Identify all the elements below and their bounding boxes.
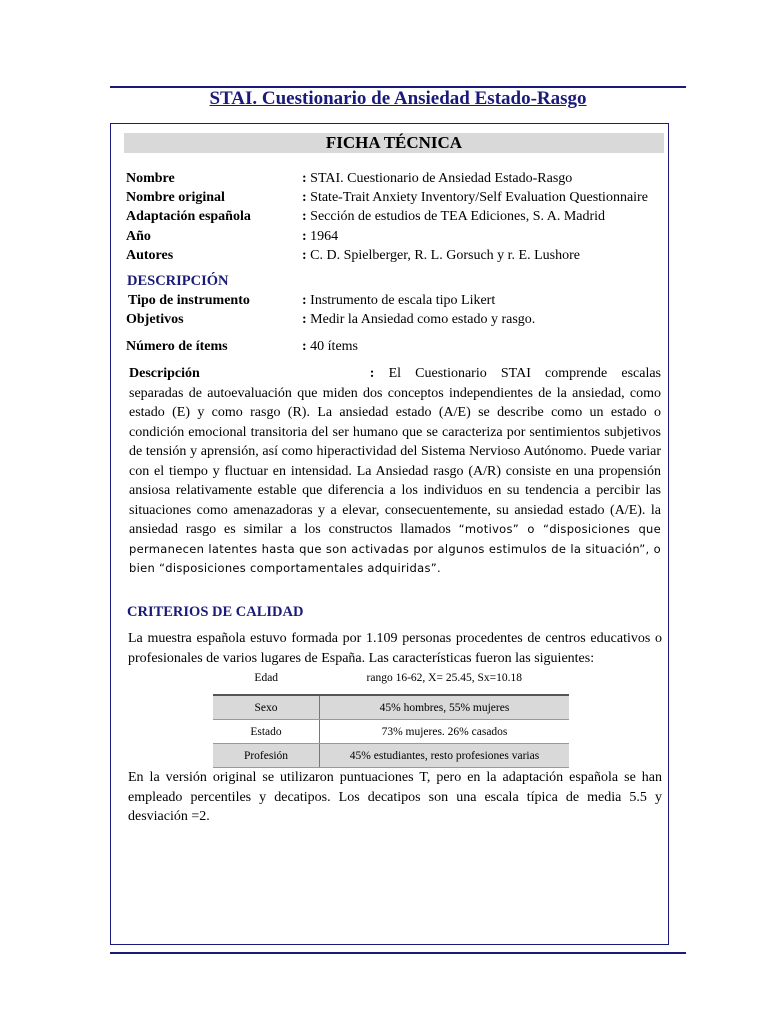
characteristics-table (213, 669, 569, 768)
field-anio: Año : 1964 (126, 229, 339, 244)
table-cell-label: Edad (213, 669, 320, 695)
table-cell-value: 45% estudiantes, resto profesiones varias (320, 744, 570, 768)
table-row (213, 669, 569, 695)
field-label: Año (126, 229, 151, 244)
field-nombre-original: Nombre original : State-Trait Anxiety Inventory/Self Evaluation Questionnaire (126, 190, 648, 205)
closing-paragraph: En la versión original se utilizaron puntuaciones T, pero en la adaptación española se han empleado percentiles y decatipos. Los decatipos son una escala típica de media 5.5 y desviación =2. (128, 770, 662, 824)
table-cell-label: Estado (213, 720, 320, 744)
field-nombre: Nombre : STAI. Cuestionario de Ansiedad Estado-Rasgo (126, 171, 573, 186)
field-autores: Autores : C. D. Spielberger, R. L. Gorsuch y r. E. Lushore (126, 248, 580, 263)
document-title: STAI. Cuestionario de Ansiedad Estado-Rasgo (209, 88, 587, 109)
table-row (213, 695, 569, 720)
table-cell-value: 45% hombres, 55% mujeres (320, 695, 570, 720)
descripcion-text: El Cuestionario STAI comprende escalas separadas de autoevaluación que miden dos conceptos independientes de la ansiedad, como estado (E) y como rasgo (R). La ansiedad estado (A/E) se describe como un estado o condición emocional transitoria del ser humano que se caracteriza por sentimientos subjetivos de tensión y aprensión, así como hiperactividad del Sistema Nervioso Autónomo. Puede variar con el tiempo y fluctuar en intensidad. La Ansiedad rasgo (A/R) consiste en una propensión ansiosa relativamente estable que diferencia a los individuos en su tendencia a percibir las situaciones como amenazadoras y a elevar, consecuentemente, su ansiedad estado (A/E). la ansiedad rasgo es similar a los constructos llamados (129, 366, 662, 537)
descripcion-label: Descripción (129, 366, 200, 381)
field-numero-items: Número de ítems : 40 ítems (126, 339, 359, 354)
descripcion-paragraph: Descripción : El Cuestionario STAI comprende escalas separadas de autoevaluación que miden dos conceptos independientes de la ansiedad, como estado (E) y como rasgo (R). La ansiedad estado (A/E) se describe como un estado o condición emocional transitoria del ser humano que se caracteriza por sentimientos subjetivos de tensión y aprensión, así como hiperactividad del Sistema Nervioso Autónomo. Puede variar con el tiempo y fluctuar en intensidad. La Ansiedad rasgo (A/R) consiste en una propensión ansiosa relativamente estable que diferencia a los individuos en su tendencia a percibir las situaciones como amenazadoras y a elevar, consecuentemente, su ansiedad estado (A/E). la ansiedad rasgo es similar a los constructos llamados “motivos” o “disposiciones que permanecen latentes hasta que son activadas por algunos estimulos de la situación”, o bien “disposiciones comportamentales adquiridas”. (129, 366, 662, 575)
field-value: C. D. Spielberger, R. L. Gorsuch y r. E. Lushore (310, 248, 580, 263)
field-label: Adaptación española (126, 209, 251, 224)
field-adaptacion: Adaptación española : Sección de estudios de TEA Ediciones, S. A. Madrid (126, 209, 606, 224)
field-value: Instrumento de escala tipo Likert (310, 293, 496, 308)
descripcion-heading: DESCRIPCIÓN (127, 273, 229, 289)
field-label: Autores (126, 248, 174, 263)
field-label: Tipo de instrumento (128, 293, 250, 308)
table-cell-label: Profesión (213, 744, 320, 768)
field-tipo-instrumento: Tipo de instrumento : Instrumento de escala tipo Likert (128, 293, 496, 308)
table-cell-label: Sexo (213, 695, 320, 720)
ficha-tecnica-header: FICHA TÉCNICA (124, 133, 664, 153)
field-value: State-Trait Anxiety Inventory/Self Evaluation Questionnaire (310, 190, 648, 205)
table-cell-value: 73% mujeres. 26% casados (320, 720, 570, 744)
criterios-heading: CRITERIOS DE CALIDAD (127, 604, 304, 620)
table-cell-value: rango 16-62, X= 25.45, Sx=10.18 (320, 669, 570, 695)
table-row (213, 744, 569, 768)
field-label: Objetivos (126, 312, 184, 327)
field-value: 40 ítems (310, 339, 359, 354)
table-row (213, 720, 569, 744)
field-objetivos: Objetivos : Medir la Ansiedad como estado y rasgo. (126, 312, 536, 327)
field-label: Número de ítems (126, 339, 228, 354)
field-value: 1964 (310, 229, 339, 244)
field-value: Medir la Ansiedad como estado y rasgo. (310, 312, 536, 327)
field-value: Sección de estudios de TEA Ediciones, S. A. Madrid (310, 209, 606, 224)
field-label: Nombre original (126, 190, 225, 205)
criterios-intro: La muestra española estuvo formada por 1.109 personas procedentes de centros educativos o profesionales de varios lugares de España. Las características fueron las siguientes: (128, 631, 662, 666)
descripcion-text-quoted: “motivos” o “disposiciones que permanecen latentes hasta que son activadas por algunos estimulos de la situación”, o bien “disposiciones comportamentales adquiridas”. (129, 522, 662, 575)
field-label: Nombre (126, 171, 175, 186)
bottom-rule (110, 952, 686, 954)
field-value: STAI. Cuestionario de Ansiedad Estado-Rasgo (310, 171, 573, 186)
